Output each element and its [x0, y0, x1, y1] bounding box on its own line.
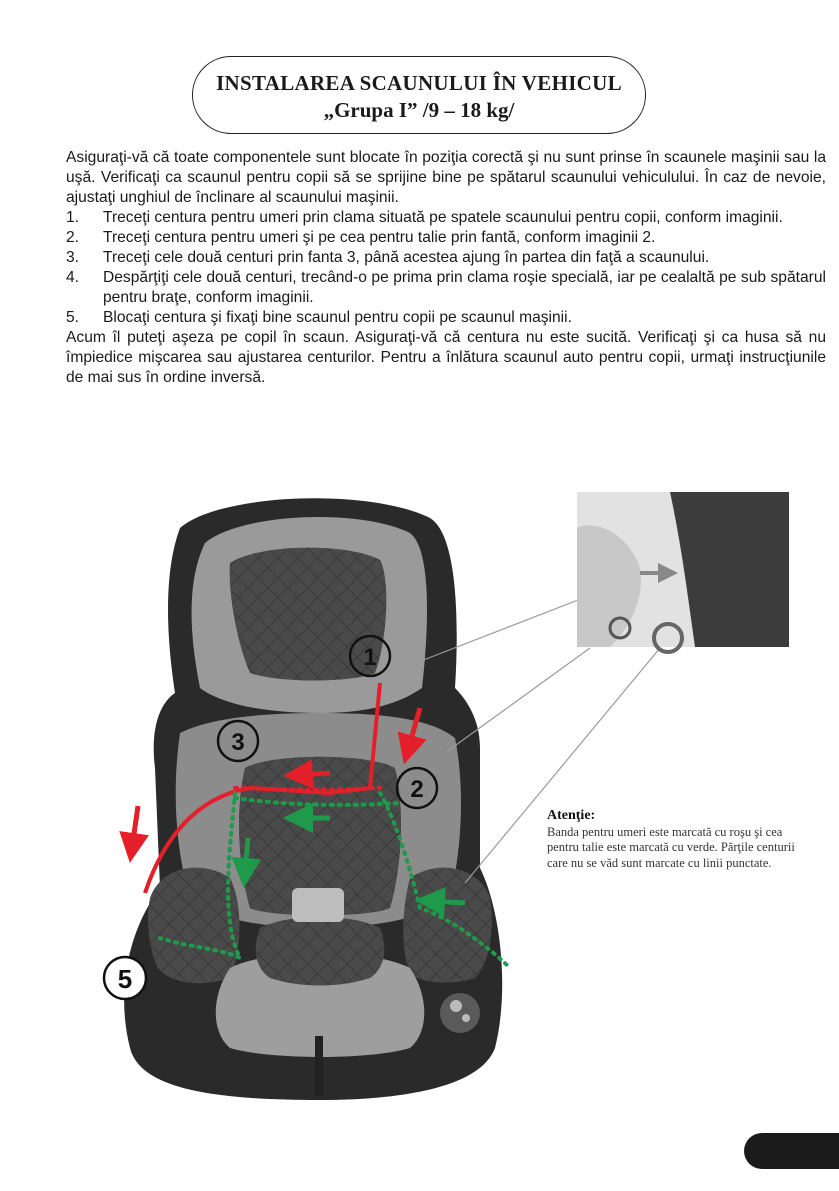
note-text: Banda pentru umeri este marcată cu roşu şi cea pentru talie este marcată cu verde. Părţile centurii care nu se văd sunt marcate cu linii punctate. — [547, 824, 795, 870]
intro-paragraph: Asiguraţi-vă că toate componentele sunt blocate în poziţia corectă şi nu sunt prinse în scaunele maşinii sau la uşă. Verificaţi ca scaunul pentru copii să se sprijine bine pe spătarul scaunului vehiculului. În caz de nevoie, ajustaţi unghiul de înclinare al scaunului maşinii. — [66, 149, 826, 206]
page-title: INSTALAREA SCAUNULUI ÎN VEHICUL — [216, 71, 622, 95]
detail-inset-photo — [577, 492, 789, 652]
instructions — [66, 148, 826, 388]
page-number-tab — [744, 1133, 839, 1169]
step-text: Treceţi centura pentru umeri şi pe cea pentru talie prin fantă, conform imaginii 2. — [103, 229, 656, 246]
steps-list — [66, 208, 826, 328]
svg-text:1: 1 — [363, 644, 377, 671]
car-seat-illustration — [70, 488, 839, 1108]
seat-shell — [124, 498, 502, 1100]
step-number: 5. — [66, 309, 80, 326]
step-number: 3. — [66, 249, 80, 266]
list-item — [66, 248, 826, 268]
step-text: Treceţi centura pentru umeri prin clama situată pe spatele scaunului pentru copii, conform imaginii. — [103, 209, 783, 226]
outro-paragraph: Acum îl puteţi aşeza pe copil în scaun. Asiguraţi-vă că centura nu este sucită. Verificaţi şi ca husa să nu împiedice mişcarea sau ajustarea centurilor. Pentru a înlătura scaunul auto pentru copii, urmaţi instrucţiunile de mai sus în ordine inversă. — [66, 329, 826, 386]
step-number: 4. — [66, 269, 80, 286]
svg-text:3: 3 — [231, 729, 245, 756]
step-text: Despărţiţi cele două centuri, trecând-o pe prima prin clama roşie specială, iar pe cealaltă pe sub spătarul pentru braţe, conform imaginii. — [103, 269, 826, 306]
step-number: 1. — [66, 209, 80, 226]
list-item — [66, 228, 826, 248]
attention-note — [547, 808, 817, 871]
svg-text:5: 5 — [117, 964, 133, 994]
svg-text:2: 2 — [410, 776, 424, 803]
page-subtitle: „Grupa I” /9 – 18 kg/ — [323, 98, 515, 122]
title-box — [192, 56, 646, 134]
note-title: Atenţie: — [547, 808, 596, 823]
list-item — [66, 308, 826, 328]
marker-5 — [104, 957, 146, 999]
step-number: 2. — [66, 229, 80, 246]
step-text: Treceţi cele două centuri prin fanta 3, până acestea ajung în partea din faţă a scaunului. — [103, 249, 710, 266]
list-item — [66, 268, 826, 308]
step-text: Blocaţi centura şi fixaţi bine scaunul pentru copii pe scaunul maşinii. — [103, 309, 572, 326]
list-item — [66, 208, 826, 228]
